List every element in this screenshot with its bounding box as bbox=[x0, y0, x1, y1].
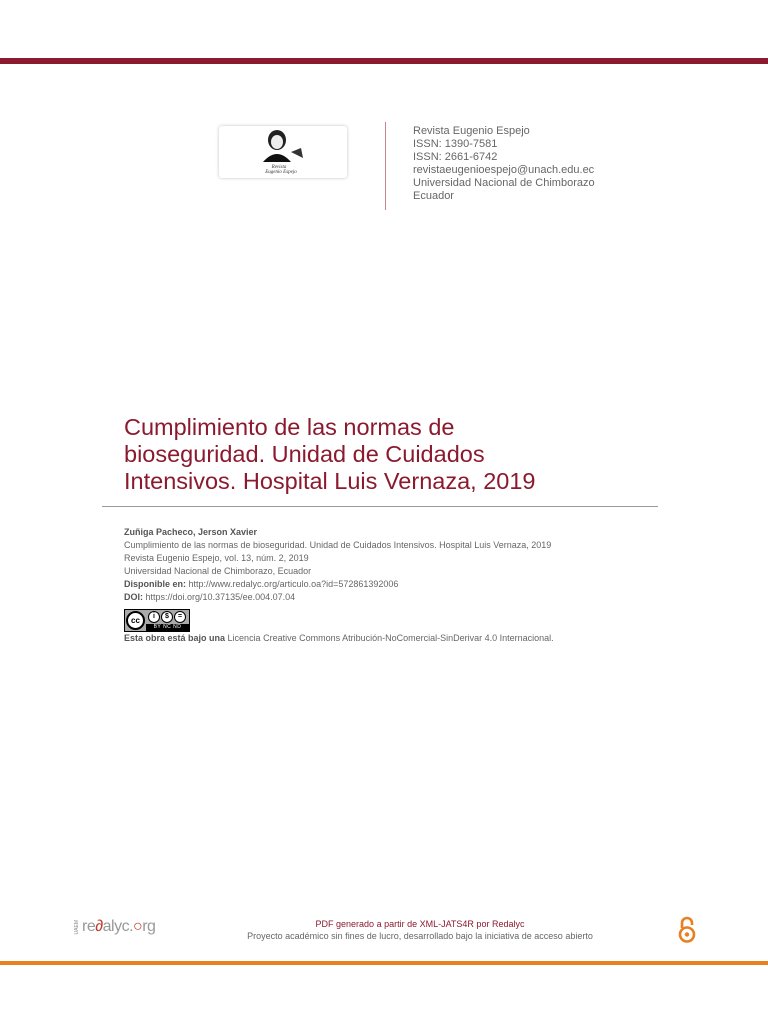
wordmark-part: alyc. bbox=[102, 918, 134, 935]
journal-name: Revista Eugenio Espejo bbox=[413, 125, 530, 137]
wordmark-o-icon: ○ bbox=[133, 918, 143, 935]
article-title bbox=[124, 414, 644, 495]
attribution-icon: i bbox=[148, 611, 160, 623]
citation-title: Cumplimiento de las normas de bioseguridad. Unidad de Cuidados Intensivos. Hospital Luis Vernaza, 2019 bbox=[124, 540, 552, 550]
license-link[interactable]: Licencia Creative Commons Atribución-NoComercial-SinDerivar 4.0 Internacional. bbox=[227, 633, 554, 643]
logo-text-line1: Revista bbox=[271, 165, 287, 170]
cc-icon: cc bbox=[126, 611, 145, 630]
title-line: Cumplimiento de las normas de bbox=[124, 414, 455, 440]
open-access-icon bbox=[677, 916, 697, 944]
portrait-illustration bbox=[257, 128, 309, 176]
journal-issn-print: ISSN: 1390-7581 bbox=[413, 138, 498, 150]
journal-logo bbox=[219, 126, 347, 178]
available-link[interactable]: http://www.redalyc.org/articulo.oa?id=572861392006 bbox=[188, 579, 399, 589]
footer-project: Proyecto académico sin fines de lucro, desarrollado bajo la iniciativa de acceso abierto bbox=[247, 931, 593, 941]
doi-label: DOI: bbox=[124, 592, 143, 602]
journal-email[interactable]: revistaeugenioespejo@unach.edu.ec bbox=[413, 164, 595, 176]
logo-text-line2: Eugenio Espejo bbox=[265, 170, 297, 175]
bottom-accent-bar bbox=[0, 961, 768, 965]
title-divider bbox=[102, 506, 658, 507]
footer-text bbox=[0, 918, 768, 942]
doi-line bbox=[124, 591, 684, 604]
available-line bbox=[124, 578, 684, 591]
journal-info bbox=[413, 125, 595, 203]
footer-generated[interactable]: PDF generado a partir de XML-JATS4R por Redalyc bbox=[315, 919, 525, 929]
cc-license-badge[interactable] bbox=[124, 609, 190, 632]
noderivs-icon: = bbox=[174, 611, 186, 623]
wordmark-d-icon: ∂ bbox=[95, 918, 103, 935]
journal-country: Ecuador bbox=[413, 190, 454, 202]
authors: Zuñiga Pacheco, Jerson Xavier bbox=[124, 527, 258, 537]
cc-terms-label: BY NC ND bbox=[146, 624, 189, 631]
available-label: Disponible en: bbox=[124, 579, 187, 589]
citation-issue: Revista Eugenio Espejo, vol. 13, núm. 2, 2019 bbox=[124, 553, 309, 563]
journal-issn-online: ISSN: 2661-6742 bbox=[413, 151, 498, 163]
citation-institution: Universidad Nacional de Chimborazo, Ecuador bbox=[124, 566, 312, 576]
citation-block bbox=[124, 526, 684, 604]
cc-terms-icons bbox=[148, 611, 188, 624]
noncommercial-icon: $ bbox=[161, 611, 173, 623]
title-line: bioseguridad. Unidad de Cuidados bbox=[124, 441, 485, 467]
header-divider bbox=[385, 122, 386, 210]
wordmark-part: re bbox=[82, 918, 96, 935]
top-accent-bar bbox=[0, 58, 768, 64]
license-prefix: Esta obra está bajo una bbox=[124, 633, 226, 643]
uaem-label: UAEM bbox=[74, 920, 80, 935]
title-line: Intensivos. Hospital Luis Vernaza, 2019 bbox=[124, 468, 536, 494]
license-statement bbox=[124, 632, 554, 644]
journal-institution: Universidad Nacional de Chimborazo bbox=[413, 177, 595, 189]
wordmark-part: rg bbox=[142, 918, 156, 935]
doi-link[interactable]: https://doi.org/10.37135/ee.004.07.04 bbox=[145, 592, 296, 602]
